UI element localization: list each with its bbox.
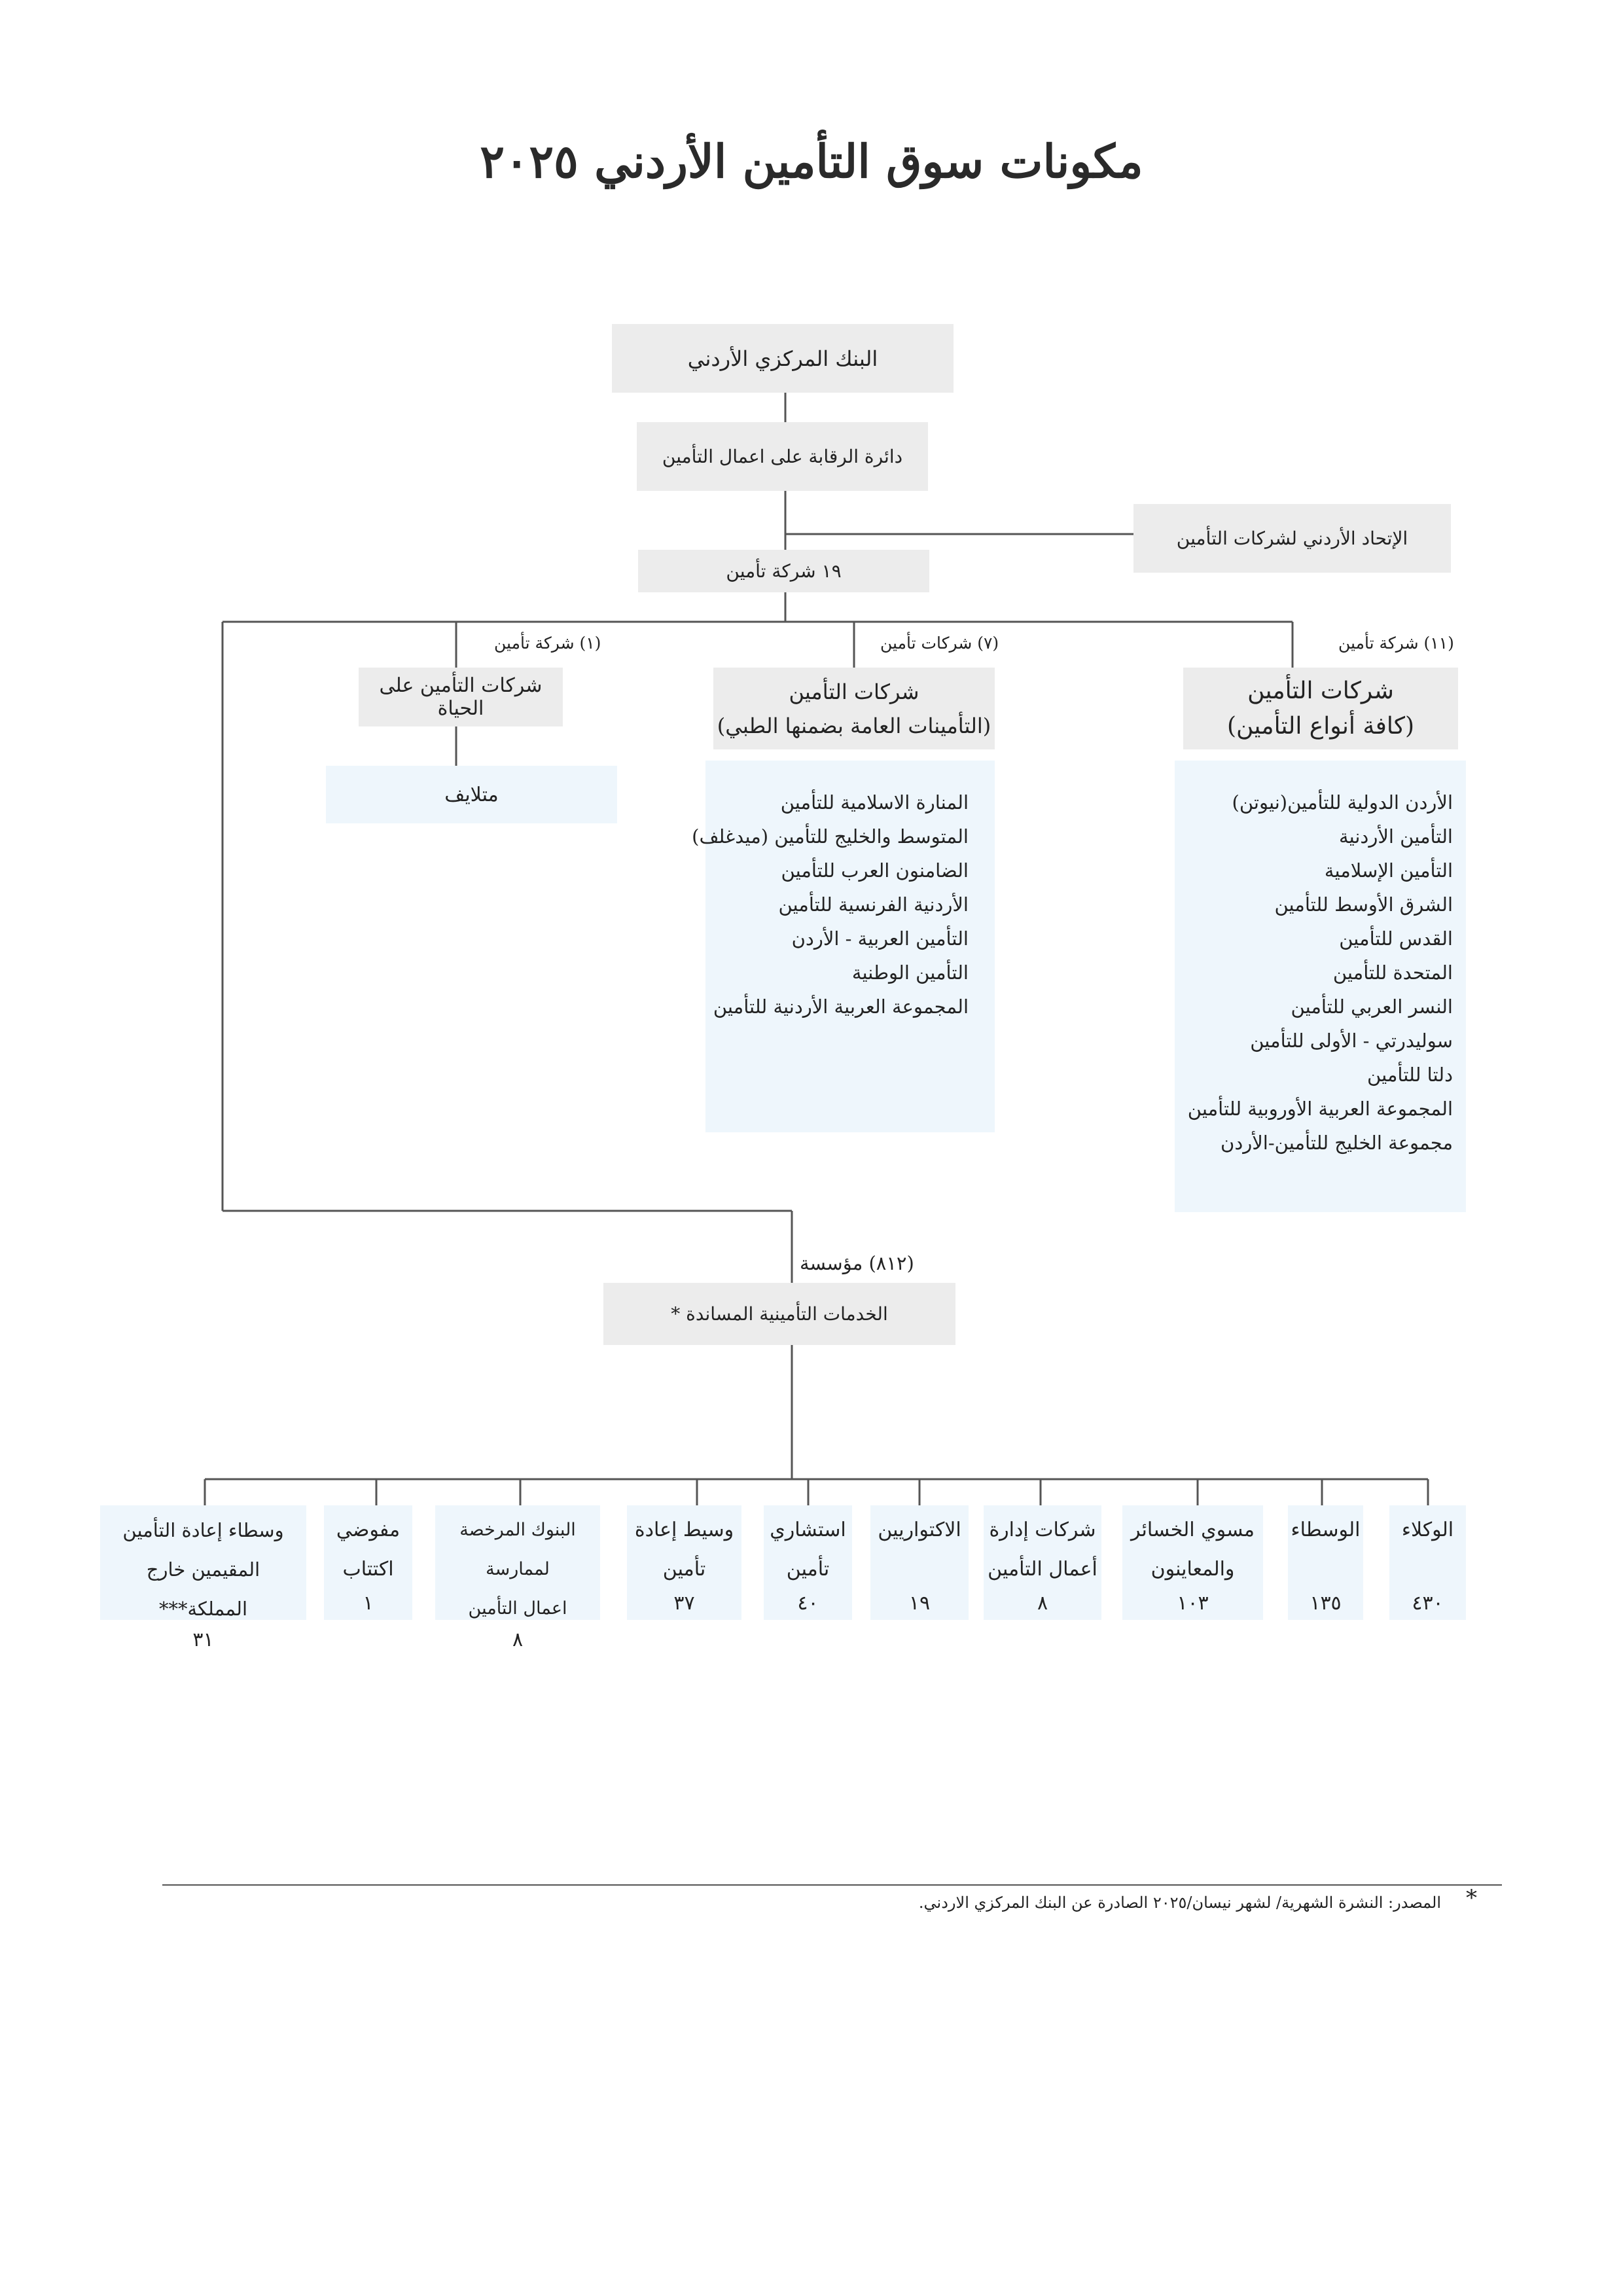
footnote-text: المصدر: النشرة الشهرية/ لشهر نيسان/٢٠٢٥ الصادرة عن البنك المركزي الاردني. [918,1893,1441,1912]
leaf-name: مسوي الخسائر [1131,1518,1255,1541]
leaf-name: شركات إدارة [989,1518,1096,1541]
leaf-agents [1389,1505,1466,1620]
leaf-count: ١ [363,1592,374,1615]
supervision-dept-box: دائرة الرقابة على اعمال التأمين [637,422,928,491]
leaf-name: وسطاء إعادة التأمين [122,1519,284,1541]
leaf-count: ٤٠ [797,1592,819,1615]
leaf-name: المقيمين خارج المملكة*** [146,1558,260,1620]
leaf-count: ٣١ [192,1628,214,1651]
leaf-name: استشاري [770,1518,846,1541]
company-item: المجموعة العربية الأردنية للتأمين [713,996,969,1018]
general-branch-box [713,668,995,749]
company-item: دلتا للتأمين [1367,1064,1453,1086]
page-title: مكونات سوق التأمين الأردني ٢٠٢٥ [480,134,1143,188]
support-count-label: (٨١٢) مؤسسة [800,1252,914,1274]
leaf-name: اكتتاب [342,1558,394,1581]
life-companies-box [326,766,617,823]
leaf-name-line [435,1505,600,1628]
company-item: التأمين الأردنية [1339,825,1453,848]
company-item: المنارة الاسلامية للتأمين [780,791,969,814]
leaf-name: تأمين [786,1558,830,1581]
general-count-label: (٧) شركات تأمين [880,634,999,653]
company-item: النسر العربي للتأمين [1291,996,1453,1018]
company-item: الشرق الأوسط للتأمين [1274,893,1453,916]
leaf-count: ٨ [512,1628,524,1651]
leaf-name-line [100,1505,306,1628]
leaf-name: الوكلاء [1401,1518,1454,1541]
all-companies-list [1175,761,1466,1212]
central-bank-box: البنك المركزي الأردني [612,324,954,393]
federation-box: الإتحاد الأردني لشركات التأمين [1133,504,1451,573]
company-item: سوليدرتي - الأولى للتأمين [1250,1030,1453,1052]
leaf-count: ٨ [1037,1592,1048,1615]
company-item: التأمين الوطنية [851,961,969,984]
leaf-name: اعمال التأمين [468,1598,567,1619]
all-branch-box [1183,668,1458,749]
life-branch-box: شركات التأمين على الحياة [359,668,563,726]
all-branch-title: شركات التأمين [1247,677,1394,704]
leaf-name-line [770,1505,846,1589]
company-item: القدس للتأمين [1339,927,1453,950]
leaf-licensed-banks [435,1505,600,1651]
company-item: التأمين الإسلامية [1324,859,1453,882]
leaf-name: مفوضي [336,1518,401,1541]
footnote-mark: * [1466,1885,1477,1911]
leaf-count: ١٠٣ [1177,1592,1209,1615]
company-item: الأردن الدولية للتأمين(نيوتن) [1232,791,1453,814]
company-item: المتوسط والخليج للتأمين (ميدغلف) [692,825,969,848]
leaf-count: ٣٧ [673,1592,695,1615]
leaf-underwriting-agents [324,1505,412,1620]
leaf-name-line [635,1505,734,1589]
leaf-count: ١٣٥ [1310,1592,1342,1615]
company-item: التأمين العربية - الأردن [791,927,969,950]
general-branch-subtitle: (التأمينات العامة بضمنها الطبي) [717,713,991,738]
leaf-name-line [1131,1505,1255,1589]
leaf-consultants [764,1505,852,1620]
leaf-loss-adjusters [1122,1505,1263,1620]
leaf-brokers [1288,1505,1363,1620]
leaf-name: تأمين [662,1558,706,1581]
leaf-name: وسيط إعادة [634,1518,734,1541]
leaf-name: أعمال التأمين [988,1558,1097,1581]
leaf-name-line [988,1505,1097,1589]
company-item: مجموعة الخليج للتأمين-الأردن [1221,1132,1453,1154]
leaf-name: البنوك المرخصة لممارسة [459,1520,576,1579]
company-item: الضامنون العرب للتأمين [781,859,969,882]
leaf-count: ٤٣٠ [1412,1592,1444,1615]
companies-total-box: ١٩ شركة تأمين [638,550,929,592]
leaf-name: الوسطاء [1291,1518,1361,1541]
leaf-count: ١٩ [908,1592,931,1615]
leaf-reinsurance-brokers [627,1505,741,1620]
general-companies-list [692,761,995,1132]
company-item: المجموعة العربية الأوروبية للتأمين [1187,1098,1453,1120]
leaf-actuaries [870,1505,969,1620]
company-item: المتحدة للتأمين [1332,961,1453,984]
all-count-label: (١١) شركة تأمين [1338,634,1454,653]
life-count-label: (١) شركة تأمين [494,634,601,653]
general-branch-title: شركات التأمين [789,679,919,704]
leaf-name: والمعاينون [1150,1558,1235,1581]
all-branch-subtitle: (كافة أنواع التأمين) [1226,712,1415,740]
support-services-box: الخدمات التأمينية المساندة * [603,1283,955,1345]
leaf-name: الاكتواريين [878,1518,961,1541]
company-item: الأردنية الفرنسية للتأمين [778,893,969,916]
life-company-item: متلايف [444,783,499,806]
leaf-name-line [336,1505,400,1589]
leaf-tpa-companies [984,1505,1101,1620]
leaf-foreign-reinsurance-brokers [100,1505,306,1651]
